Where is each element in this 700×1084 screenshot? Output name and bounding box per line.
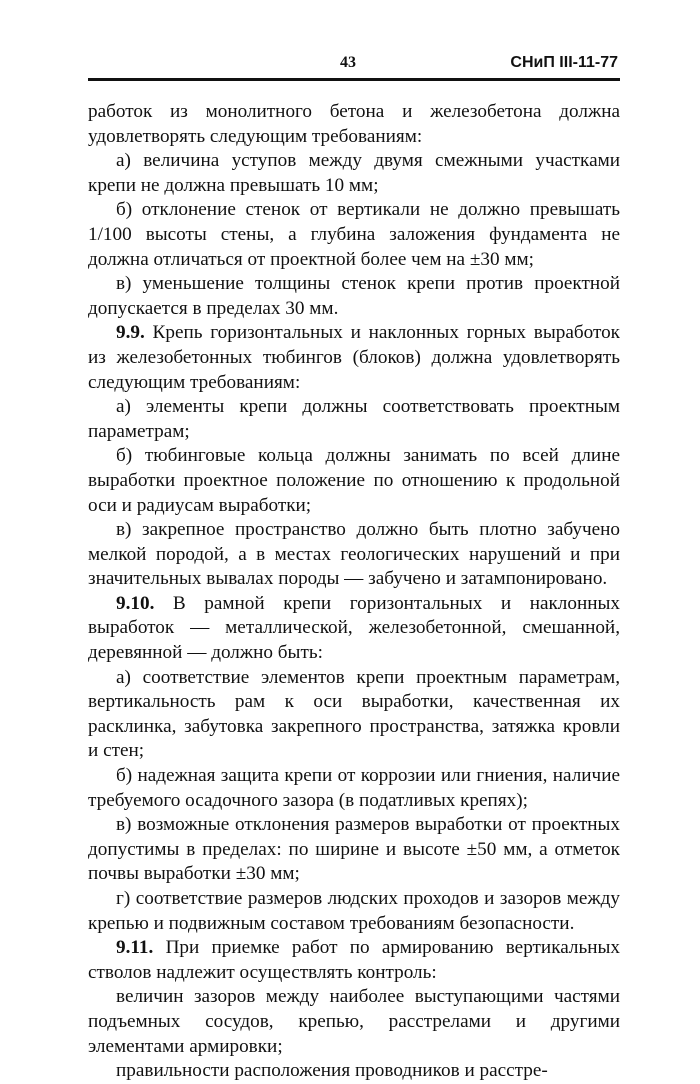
list-item: в) уменьшение толщины стенок крепи против проектной допускается в пределах 30 мм. [88, 273, 620, 319]
page-header [88, 54, 618, 76]
clause-9-9: 9.9. Крепь горизонтальных и наклонных горных выработок из железобетонных тюбингов (блоков) должна удовлетворять следующим требованиям: [88, 322, 620, 393]
clause-number: 9.9. [116, 322, 145, 344]
clause-number: 9.10. [116, 592, 155, 614]
document-code: СНиП III-11-77 [510, 54, 618, 71]
list-item: в) возможные отклонения размеров выработки от проектных допустимы в пределах: по ширине и высоте ±50 мм, а отметок почвы выработки ±30 мм; [88, 814, 620, 885]
clause-9-10: 9.10. В рамной крепи горизонтальных и наклонных выработок — металлической, железобетонной, смешанной, деревянной — должно быть: [88, 592, 620, 664]
list-item: а) элементы крепи должны соответствовать проектным параметрам; [88, 396, 620, 442]
list-item: г) соответствие размеров людских проходов и зазоров между крепью и подвижным составом требованиям безопасности. [88, 888, 620, 934]
list-item: в) закрепное пространство должно быть плотно забучено мелкой породой, а в местах геологических нарушений и при значительных вывалах породы — забучено и затампонировано. [88, 519, 620, 590]
document-body [88, 100, 620, 1084]
list-item: б) надежная защита крепи от коррозии или гниения, наличие требуемого осадочного зазора (в податливых крепях); [88, 765, 620, 811]
paragraph-continuation: работок из монолитного бетона и железобетона должна удовлетворять следующим требованиям: [88, 101, 620, 147]
list-item: б) отклонение стенок от вертикали не должно превышать 1/100 высоты стены, а глубина заложения фундамента не должна отличаться от проектной более чем на ±30 мм; [88, 199, 620, 270]
list-item: величин зазоров между наиболее выступающими частями подъемных сосудов, крепью, расстрелами и другими элементами армировки; [88, 986, 620, 1057]
header-rule [88, 78, 620, 81]
clause-number: 9.11. [116, 937, 154, 959]
list-item: а) величина уступов между двумя смежными участками крепи не должна превышать 10 мм; [88, 150, 620, 196]
list-item: а) соответствие элементов крепи проектным параметрам, вертикальность рам к оси выработки, качественная их расклинка, забутовка закрепного пространства, затяжка кровли и стен; [88, 666, 620, 762]
list-item: б) тюбинговые кольца должны занимать по всей длине выработки проектное положение по отношению к продольной оси и радиусам выработки; [88, 445, 620, 516]
list-item: правильности расположения проводников и расстре- [116, 1060, 548, 1082]
clause-9-11: 9.11. При приемке работ по армированию вертикальных стволов надлежит осуществлять контроль: [88, 937, 620, 983]
page-number: 43 [340, 54, 356, 71]
